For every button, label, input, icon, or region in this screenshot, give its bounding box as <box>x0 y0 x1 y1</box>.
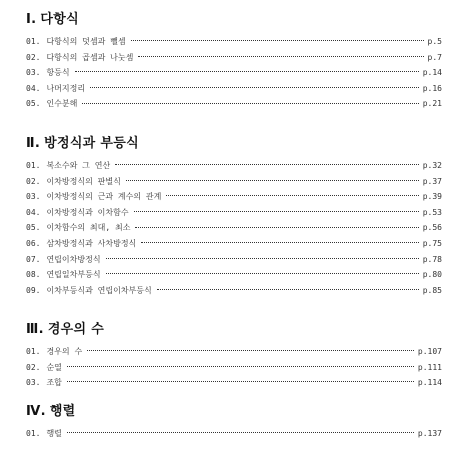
dot-leader <box>131 40 424 41</box>
entry-page: p.7 <box>427 52 442 62</box>
entry-page: p.5 <box>427 37 442 46</box>
toc-entry[interactable] <box>26 375 442 391</box>
toc-entry[interactable] <box>26 174 442 190</box>
entry-number: 06. <box>26 238 41 248</box>
toc-entry[interactable] <box>26 158 442 174</box>
dot-leader <box>157 289 419 290</box>
entry-number: 07. <box>26 254 41 264</box>
dot-leader <box>67 432 414 433</box>
entry-page: p.32 <box>422 161 442 170</box>
entry-number: 02. <box>26 176 41 186</box>
entry-page: p.16 <box>422 83 442 93</box>
section-numeral: Ⅲ. <box>26 322 44 337</box>
section-heading <box>26 320 442 340</box>
entry-page: p.39 <box>422 192 442 202</box>
entry-page: p.107 <box>417 347 442 356</box>
entry-title: 복소수와 그 연산 <box>46 161 111 170</box>
entry-number: 03. <box>26 68 41 78</box>
section-1 <box>26 10 442 112</box>
entry-title: 경우의 수 <box>46 347 83 356</box>
toc-entry[interactable] <box>26 50 442 66</box>
entry-page: p.37 <box>422 176 442 186</box>
dot-leader <box>166 195 418 196</box>
section-heading <box>26 402 442 422</box>
entry-page: p.80 <box>422 270 442 280</box>
entry-title: 이차방정식의 근과 계수의 관계 <box>46 192 162 202</box>
entry-number: 04. <box>26 207 41 217</box>
section-title: 경우의 수 <box>47 322 105 337</box>
toc-entry[interactable] <box>26 267 442 283</box>
entry-title: 항등식 <box>46 68 70 78</box>
dot-leader <box>67 381 414 382</box>
dot-leader <box>106 273 419 274</box>
entry-number: 01. <box>26 161 41 170</box>
section-heading <box>26 10 442 30</box>
entry-number: 03. <box>26 192 41 202</box>
entry-page: p.78 <box>422 254 442 264</box>
toc-entry[interactable] <box>26 252 442 268</box>
entry-title: 순열 <box>46 362 62 372</box>
section-heading <box>26 134 442 154</box>
section-numeral: Ⅱ. <box>26 136 41 151</box>
dot-leader <box>138 56 423 57</box>
entry-number: 09. <box>26 285 41 295</box>
entry-title: 다항식의 덧셈과 뺄셈 <box>46 37 126 46</box>
entry-page: p.114 <box>417 378 442 388</box>
section-title: 행렬 <box>49 404 76 419</box>
dot-leader <box>126 180 419 181</box>
entry-number: 02. <box>26 362 41 372</box>
entry-page: p.56 <box>422 223 442 233</box>
toc-entry[interactable] <box>26 360 442 376</box>
entry-number: 08. <box>26 270 41 280</box>
entry-title: 이차방정식의 판별식 <box>46 176 121 186</box>
section-title: 다항식 <box>40 12 79 27</box>
section-numeral: Ⅰ. <box>26 12 37 27</box>
entry-title: 연립일차부등식 <box>46 270 101 280</box>
toc-entry[interactable] <box>26 96 442 112</box>
toc-entry[interactable] <box>26 34 442 50</box>
dot-leader <box>134 211 419 212</box>
entry-title: 이차함수의 최대, 최소 <box>46 223 131 233</box>
entry-title: 연립이차방정식 <box>46 254 101 264</box>
section-numeral: Ⅳ. <box>26 404 46 419</box>
section-2 <box>26 134 442 298</box>
dot-leader <box>135 227 418 228</box>
toc-entry[interactable] <box>26 81 442 97</box>
entry-title: 삼차방정식과 사차방정식 <box>46 238 137 248</box>
dot-leader <box>141 242 418 243</box>
dot-leader <box>82 103 418 104</box>
dot-leader <box>67 366 414 367</box>
entry-number: 02. <box>26 52 41 62</box>
toc-entry[interactable] <box>26 189 442 205</box>
entry-page: p.137 <box>417 429 442 438</box>
entry-number: 04. <box>26 83 41 93</box>
toc-entry[interactable] <box>26 205 442 221</box>
entry-title: 다항식의 곱셈과 나눗셈 <box>46 52 134 62</box>
entry-page: p.21 <box>422 99 442 109</box>
section-3 <box>26 320 442 391</box>
entry-number: 01. <box>26 347 41 356</box>
entry-title: 나머지정리 <box>46 83 86 93</box>
dot-leader <box>87 350 414 351</box>
entry-number: 05. <box>26 223 41 233</box>
entry-number: 01. <box>26 429 41 438</box>
entry-page: p.53 <box>422 207 442 217</box>
toc-entry[interactable] <box>26 65 442 81</box>
toc-entry[interactable] <box>26 220 442 236</box>
toc-entry[interactable] <box>26 344 442 360</box>
entry-title: 행렬 <box>46 429 62 438</box>
dot-leader <box>106 258 419 259</box>
toc-entry[interactable] <box>26 426 442 442</box>
entry-title: 조합 <box>46 378 62 388</box>
entry-title: 이차부등식과 연립이차부등식 <box>46 285 152 295</box>
section-4 <box>26 402 442 442</box>
entry-page: p.111 <box>417 362 442 372</box>
entry-page: p.75 <box>422 238 442 248</box>
entry-page: p.14 <box>422 68 442 78</box>
entry-title: 인수분해 <box>46 99 78 109</box>
section-title: 방정식과 부등식 <box>44 136 139 151</box>
toc-entry[interactable] <box>26 283 442 299</box>
dot-leader <box>75 71 419 72</box>
dot-leader <box>115 164 419 165</box>
entry-number: 01. <box>26 37 41 46</box>
dot-leader <box>90 87 419 88</box>
entry-number: 03. <box>26 378 41 388</box>
entry-title: 이차방정식과 이차함수 <box>46 207 129 217</box>
entry-page: p.85 <box>422 285 442 295</box>
entry-number: 05. <box>26 99 41 109</box>
toc-entry[interactable] <box>26 236 442 252</box>
